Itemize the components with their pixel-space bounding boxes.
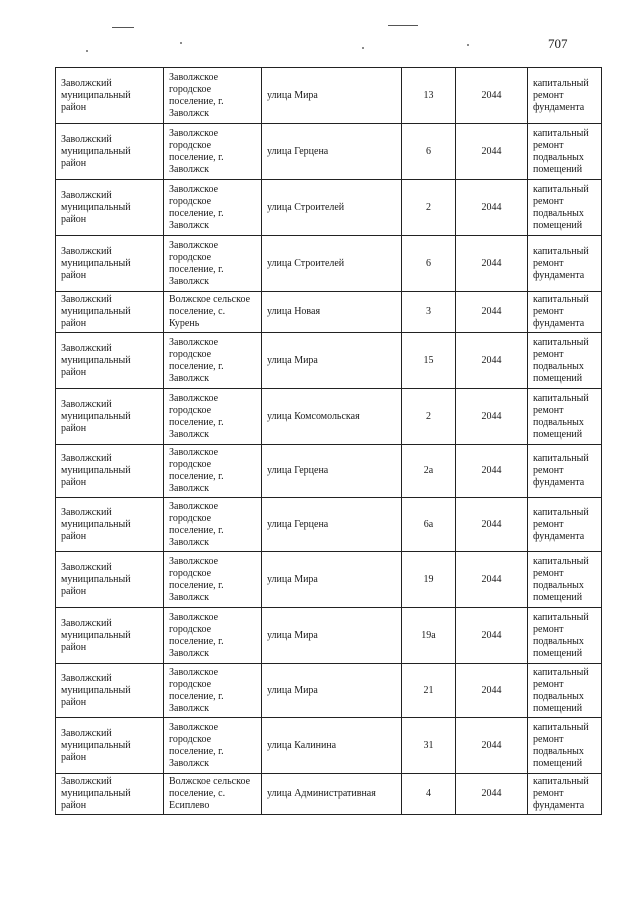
scan-artifact-dot <box>86 50 88 52</box>
street-cell: улица Строителей <box>262 236 402 292</box>
table-row <box>56 333 602 389</box>
settlement-cell-line: Заволжское <box>169 611 219 623</box>
district-cell-line: район <box>61 477 87 488</box>
settlement-cell-line: Заволжское <box>169 183 219 195</box>
work-type-cell-line: помещений <box>533 163 583 175</box>
table-row <box>56 774 602 815</box>
house-number-cell: 6 <box>402 236 456 292</box>
year-cell: 2044 <box>456 498 528 552</box>
settlement-cell-line: поселение, г. <box>169 151 224 163</box>
work-type-cell-line: ремонт <box>533 404 564 416</box>
district-cell-line: район <box>61 366 87 378</box>
settlement-cell-line: поселение, г. <box>169 635 224 647</box>
work-type-cell-line: помещений <box>533 757 583 769</box>
house-number-cell: 19 <box>402 552 456 608</box>
work-type-cell-line: ремонт <box>533 518 564 530</box>
district-cell <box>56 124 164 180</box>
district-cell-line: муниципальный <box>61 684 131 696</box>
work-type-cell-line: капитальный <box>533 127 589 139</box>
street-cell: улица Герцена <box>262 124 402 180</box>
district-cell <box>56 180 164 236</box>
table-row <box>56 68 602 124</box>
settlement-cell-line: Заволжское <box>169 392 219 404</box>
table-row <box>56 124 602 180</box>
settlement-cell-line: Заволжск <box>169 483 209 494</box>
table-row <box>56 236 602 292</box>
street-cell: улица Мира <box>262 608 402 664</box>
settlement-cell-line: Заволжское <box>169 500 219 512</box>
house-number-cell: 15 <box>402 333 456 389</box>
year-cell: 2044 <box>456 236 528 292</box>
settlement-cell-line: Заволжск <box>169 219 209 231</box>
work-type-cell-line: капитальный <box>533 77 589 89</box>
district-cell-line: муниципальный <box>61 201 131 213</box>
year-cell: 2044 <box>456 664 528 718</box>
work-type-cell <box>528 292 602 333</box>
settlement-cell <box>164 389 262 445</box>
settlement-cell-line: Заволжское <box>169 71 219 83</box>
work-type-cell <box>528 608 602 664</box>
settlement-cell-line: Заволжское <box>169 721 219 733</box>
work-type-cell-line: капитальный <box>533 611 589 623</box>
settlement-cell-line: Заволжск <box>169 702 209 714</box>
street-cell: улица Герцена <box>262 498 402 552</box>
settlement-cell-line: Курень <box>169 318 200 329</box>
work-type-cell-line: капитальный <box>533 336 589 348</box>
page-number: 707 <box>548 36 568 51</box>
district-cell-line: Заволжский <box>61 133 112 145</box>
work-type-cell <box>528 236 602 292</box>
settlement-cell-line: Заволжск <box>169 428 209 440</box>
work-type-cell <box>528 664 602 718</box>
year-cell: 2044 <box>456 180 528 236</box>
house-number-cell: 6 <box>402 124 456 180</box>
district-cell-line: муниципальный <box>61 629 131 641</box>
table-row <box>56 552 602 608</box>
district-cell-line: Заволжский <box>61 561 112 573</box>
settlement-cell <box>164 333 262 389</box>
settlement-cell <box>164 124 262 180</box>
work-type-cell-line: подвальных <box>533 745 584 757</box>
work-type-cell-line: капитальный <box>533 666 589 678</box>
district-cell-line: муниципальный <box>61 410 131 422</box>
district-cell-line: район <box>61 751 87 763</box>
street-cell: улица Новая <box>262 292 402 333</box>
street-cell: улица Мира <box>262 333 402 389</box>
house-number-cell: 2 <box>402 389 456 445</box>
settlement-cell-line: городское <box>169 733 212 745</box>
district-cell-line: район <box>61 213 87 225</box>
district-cell-line: муниципальный <box>61 739 131 751</box>
district-cell-line: муниципальный <box>61 518 131 530</box>
work-type-cell-line: капитальный <box>533 453 589 464</box>
district-cell-line: муниципальный <box>61 145 131 157</box>
house-number-cell: 4 <box>402 774 456 815</box>
district-cell-line: район <box>61 696 87 708</box>
district-cell-line: Заволжский <box>61 342 112 354</box>
work-type-cell-line: фундамента <box>533 477 585 488</box>
settlement-cell <box>164 608 262 664</box>
settlement-cell <box>164 664 262 718</box>
work-type-cell-line: подвальных <box>533 360 584 372</box>
work-type-cell-line: капитальный <box>533 392 589 404</box>
work-type-cell-line: подвальных <box>533 690 584 702</box>
district-cell <box>56 498 164 552</box>
house-number-cell: 21 <box>402 664 456 718</box>
district-cell <box>56 552 164 608</box>
district-cell-line: район <box>61 422 87 434</box>
work-type-cell-line: ремонт <box>533 139 564 151</box>
work-type-cell <box>528 774 602 815</box>
work-type-cell-line: капитальный <box>533 776 589 787</box>
settlement-cell-line: Волжское сельское <box>169 776 251 787</box>
house-number-cell: 19а <box>402 608 456 664</box>
work-type-cell-line: подвальных <box>533 207 584 219</box>
district-cell <box>56 333 164 389</box>
scan-artifact-dot <box>180 42 182 44</box>
settlement-cell-line: Заволжское <box>169 127 219 139</box>
street-cell: улица Комсомольская <box>262 389 402 445</box>
year-cell: 2044 <box>456 389 528 445</box>
table-row <box>56 389 602 445</box>
settlement-cell-line: городское <box>169 623 212 635</box>
work-type-cell-line: ремонт <box>533 733 564 745</box>
work-type-cell <box>528 180 602 236</box>
street-cell: улица Строителей <box>262 180 402 236</box>
settlement-cell-line: поселение, г. <box>169 524 224 536</box>
scan-artifact-dot <box>362 47 364 49</box>
work-type-cell-line: ремонт <box>533 257 564 269</box>
district-cell <box>56 292 164 333</box>
year-cell: 2044 <box>456 445 528 498</box>
table-row <box>56 664 602 718</box>
work-type-cell-line: ремонт <box>533 465 564 476</box>
table-row <box>56 498 602 552</box>
district-cell-line: Заволжский <box>61 506 112 518</box>
work-type-cell-line: фундамента <box>533 318 585 329</box>
work-type-cell-line: ремонт <box>533 306 564 317</box>
settlement-cell-line: поселение, г. <box>169 471 224 482</box>
work-type-cell-line: ремонт <box>533 623 564 635</box>
settlement-cell-line: городское <box>169 195 212 207</box>
settlement-cell-line: городское <box>169 678 212 690</box>
work-type-cell <box>528 124 602 180</box>
work-type-cell-line: помещений <box>533 372 583 384</box>
work-type-cell <box>528 498 602 552</box>
work-type-cell-line: фундамента <box>533 101 585 113</box>
work-type-cell-line: ремонт <box>533 348 564 360</box>
district-cell-line: Заволжский <box>61 245 112 257</box>
scan-artifact-line <box>112 27 134 28</box>
work-type-cell-line: фундамента <box>533 800 585 811</box>
year-cell: 2044 <box>456 552 528 608</box>
house-number-cell: 13 <box>402 68 456 124</box>
settlement-cell-line: поселение, г. <box>169 416 224 428</box>
district-cell-line: Заволжский <box>61 453 112 464</box>
settlement-cell <box>164 552 262 608</box>
settlement-cell-line: Заволжск <box>169 591 209 603</box>
table-row <box>56 608 602 664</box>
district-cell-line: район <box>61 101 87 113</box>
settlement-cell <box>164 774 262 815</box>
settlement-cell-line: городское <box>169 512 212 524</box>
work-type-cell <box>528 445 602 498</box>
work-type-cell <box>528 389 602 445</box>
settlement-cell-line: Заволжское <box>169 336 219 348</box>
district-cell-line: муниципальный <box>61 89 131 101</box>
district-cell-line: Заволжский <box>61 672 112 684</box>
settlement-cell-line: поселение, г. <box>169 745 224 757</box>
settlement-cell-line: Заволжское <box>169 666 219 678</box>
work-type-cell-line: помещений <box>533 428 583 440</box>
settlement-cell-line: Волжское сельское <box>169 294 251 305</box>
district-cell-line: район <box>61 585 87 597</box>
district-cell <box>56 774 164 815</box>
work-type-cell-line: фундамента <box>533 269 585 281</box>
street-cell: улица Административная <box>262 774 402 815</box>
work-type-cell-line: помещений <box>533 702 583 714</box>
district-cell-line: Заволжский <box>61 294 112 305</box>
work-type-cell-line: ремонт <box>533 89 564 101</box>
work-type-cell-line: капитальный <box>533 245 589 257</box>
district-cell-line: Заволжский <box>61 776 112 787</box>
work-type-cell <box>528 552 602 608</box>
work-type-cell-line: капитальный <box>533 721 589 733</box>
work-type-cell <box>528 68 602 124</box>
district-cell <box>56 236 164 292</box>
house-number-cell: 6а <box>402 498 456 552</box>
year-cell: 2044 <box>456 718 528 774</box>
settlement-cell-line: поселение, г. <box>169 690 224 702</box>
district-cell-line: Заволжский <box>61 617 112 629</box>
district-cell <box>56 664 164 718</box>
table-row <box>56 180 602 236</box>
settlement-cell <box>164 445 262 498</box>
settlement-cell-line: городское <box>169 459 212 470</box>
settlement-cell-line: Заволжск <box>169 107 209 119</box>
settlement-cell <box>164 718 262 774</box>
settlement-cell <box>164 68 262 124</box>
district-cell-line: Заволжский <box>61 77 112 89</box>
settlement-cell-line: поселение, с. <box>169 788 226 799</box>
district-cell-line: Заволжский <box>61 727 112 739</box>
work-type-cell <box>528 718 602 774</box>
year-cell: 2044 <box>456 68 528 124</box>
district-cell-line: муниципальный <box>61 573 131 585</box>
settlement-cell-line: городское <box>169 83 212 95</box>
work-type-cell-line: фундамента <box>533 530 585 542</box>
settlement-cell-line: Заволжское <box>169 239 219 251</box>
settlement-cell-line: Заволжское <box>169 447 219 458</box>
district-cell <box>56 68 164 124</box>
settlement-cell-line: городское <box>169 404 212 416</box>
district-cell-line: район <box>61 641 87 653</box>
settlement-cell-line: Есиплево <box>169 800 210 811</box>
house-number-cell: 31 <box>402 718 456 774</box>
street-cell: улица Мира <box>262 552 402 608</box>
settlement-cell <box>164 180 262 236</box>
settlement-cell <box>164 498 262 552</box>
year-cell: 2044 <box>456 333 528 389</box>
house-number-cell: 2 <box>402 180 456 236</box>
settlement-cell-line: Заволжск <box>169 275 209 287</box>
district-cell-line: район <box>61 269 87 281</box>
street-cell: улица Герцена <box>262 445 402 498</box>
work-type-cell-line: ремонт <box>533 678 564 690</box>
settlement-cell-line: поселение, г. <box>169 579 224 591</box>
work-type-cell-line: ремонт <box>533 788 564 799</box>
work-type-cell-line: помещений <box>533 219 583 231</box>
table-row <box>56 718 602 774</box>
settlement-cell-line: городское <box>169 567 212 579</box>
settlement-cell-line: городское <box>169 348 212 360</box>
district-cell <box>56 718 164 774</box>
settlement-cell-line: поселение, г. <box>169 263 224 275</box>
work-type-cell-line: капитальный <box>533 555 589 567</box>
settlement-cell-line: городское <box>169 251 212 263</box>
settlement-cell-line: Заволжск <box>169 372 209 384</box>
work-type-cell-line: ремонт <box>533 567 564 579</box>
district-cell-line: район <box>61 157 87 169</box>
district-cell <box>56 608 164 664</box>
settlement-cell <box>164 292 262 333</box>
work-type-cell-line: капитальный <box>533 506 589 518</box>
work-type-cell-line: капитальный <box>533 183 589 195</box>
house-number-cell: 3 <box>402 292 456 333</box>
settlement-cell <box>164 236 262 292</box>
year-cell: 2044 <box>456 292 528 333</box>
street-cell: улица Калинина <box>262 718 402 774</box>
year-cell: 2044 <box>456 124 528 180</box>
settlement-cell-line: Заволжск <box>169 536 209 548</box>
work-type-cell-line: помещений <box>533 591 583 603</box>
year-cell: 2044 <box>456 608 528 664</box>
district-cell-line: муниципальный <box>61 306 131 317</box>
settlement-cell-line: Заволжск <box>169 163 209 175</box>
settlement-cell-line: поселение, г. <box>169 360 224 372</box>
work-type-cell-line: ремонт <box>533 195 564 207</box>
settlement-cell-line: городское <box>169 139 212 151</box>
district-cell-line: муниципальный <box>61 465 131 476</box>
district-cell <box>56 445 164 498</box>
street-cell: улица Мира <box>262 664 402 718</box>
district-cell-line: район <box>61 530 87 542</box>
registry-table <box>55 67 602 815</box>
house-number-cell: 2а <box>402 445 456 498</box>
work-type-cell-line: капитальный <box>533 294 589 305</box>
district-cell-line: Заволжский <box>61 398 112 410</box>
year-cell: 2044 <box>456 774 528 815</box>
district-cell-line: муниципальный <box>61 257 131 269</box>
district-cell-line: муниципальный <box>61 354 131 366</box>
district-cell-line: муниципальный <box>61 788 131 799</box>
district-cell-line: район <box>61 800 87 811</box>
work-type-cell-line: подвальных <box>533 579 584 591</box>
district-cell-line: Заволжский <box>61 189 112 201</box>
work-type-cell-line: подвальных <box>533 635 584 647</box>
district-cell-line: район <box>61 318 87 329</box>
work-type-cell-line: подвальных <box>533 151 584 163</box>
settlement-cell-line: поселение, с. <box>169 306 226 317</box>
settlement-cell-line: Заволжское <box>169 555 219 567</box>
settlement-cell-line: поселение, г. <box>169 95 224 107</box>
registry-table-body <box>56 68 602 815</box>
work-type-cell-line: подвальных <box>533 416 584 428</box>
table-row <box>56 292 602 333</box>
table-row <box>56 445 602 498</box>
settlement-cell-line: Заволжск <box>169 647 209 659</box>
street-cell: улица Мира <box>262 68 402 124</box>
work-type-cell <box>528 333 602 389</box>
scan-artifact-dot <box>467 44 469 46</box>
scan-artifact-line <box>388 25 418 26</box>
district-cell <box>56 389 164 445</box>
settlement-cell-line: поселение, г. <box>169 207 224 219</box>
work-type-cell-line: помещений <box>533 647 583 659</box>
settlement-cell-line: Заволжск <box>169 757 209 769</box>
